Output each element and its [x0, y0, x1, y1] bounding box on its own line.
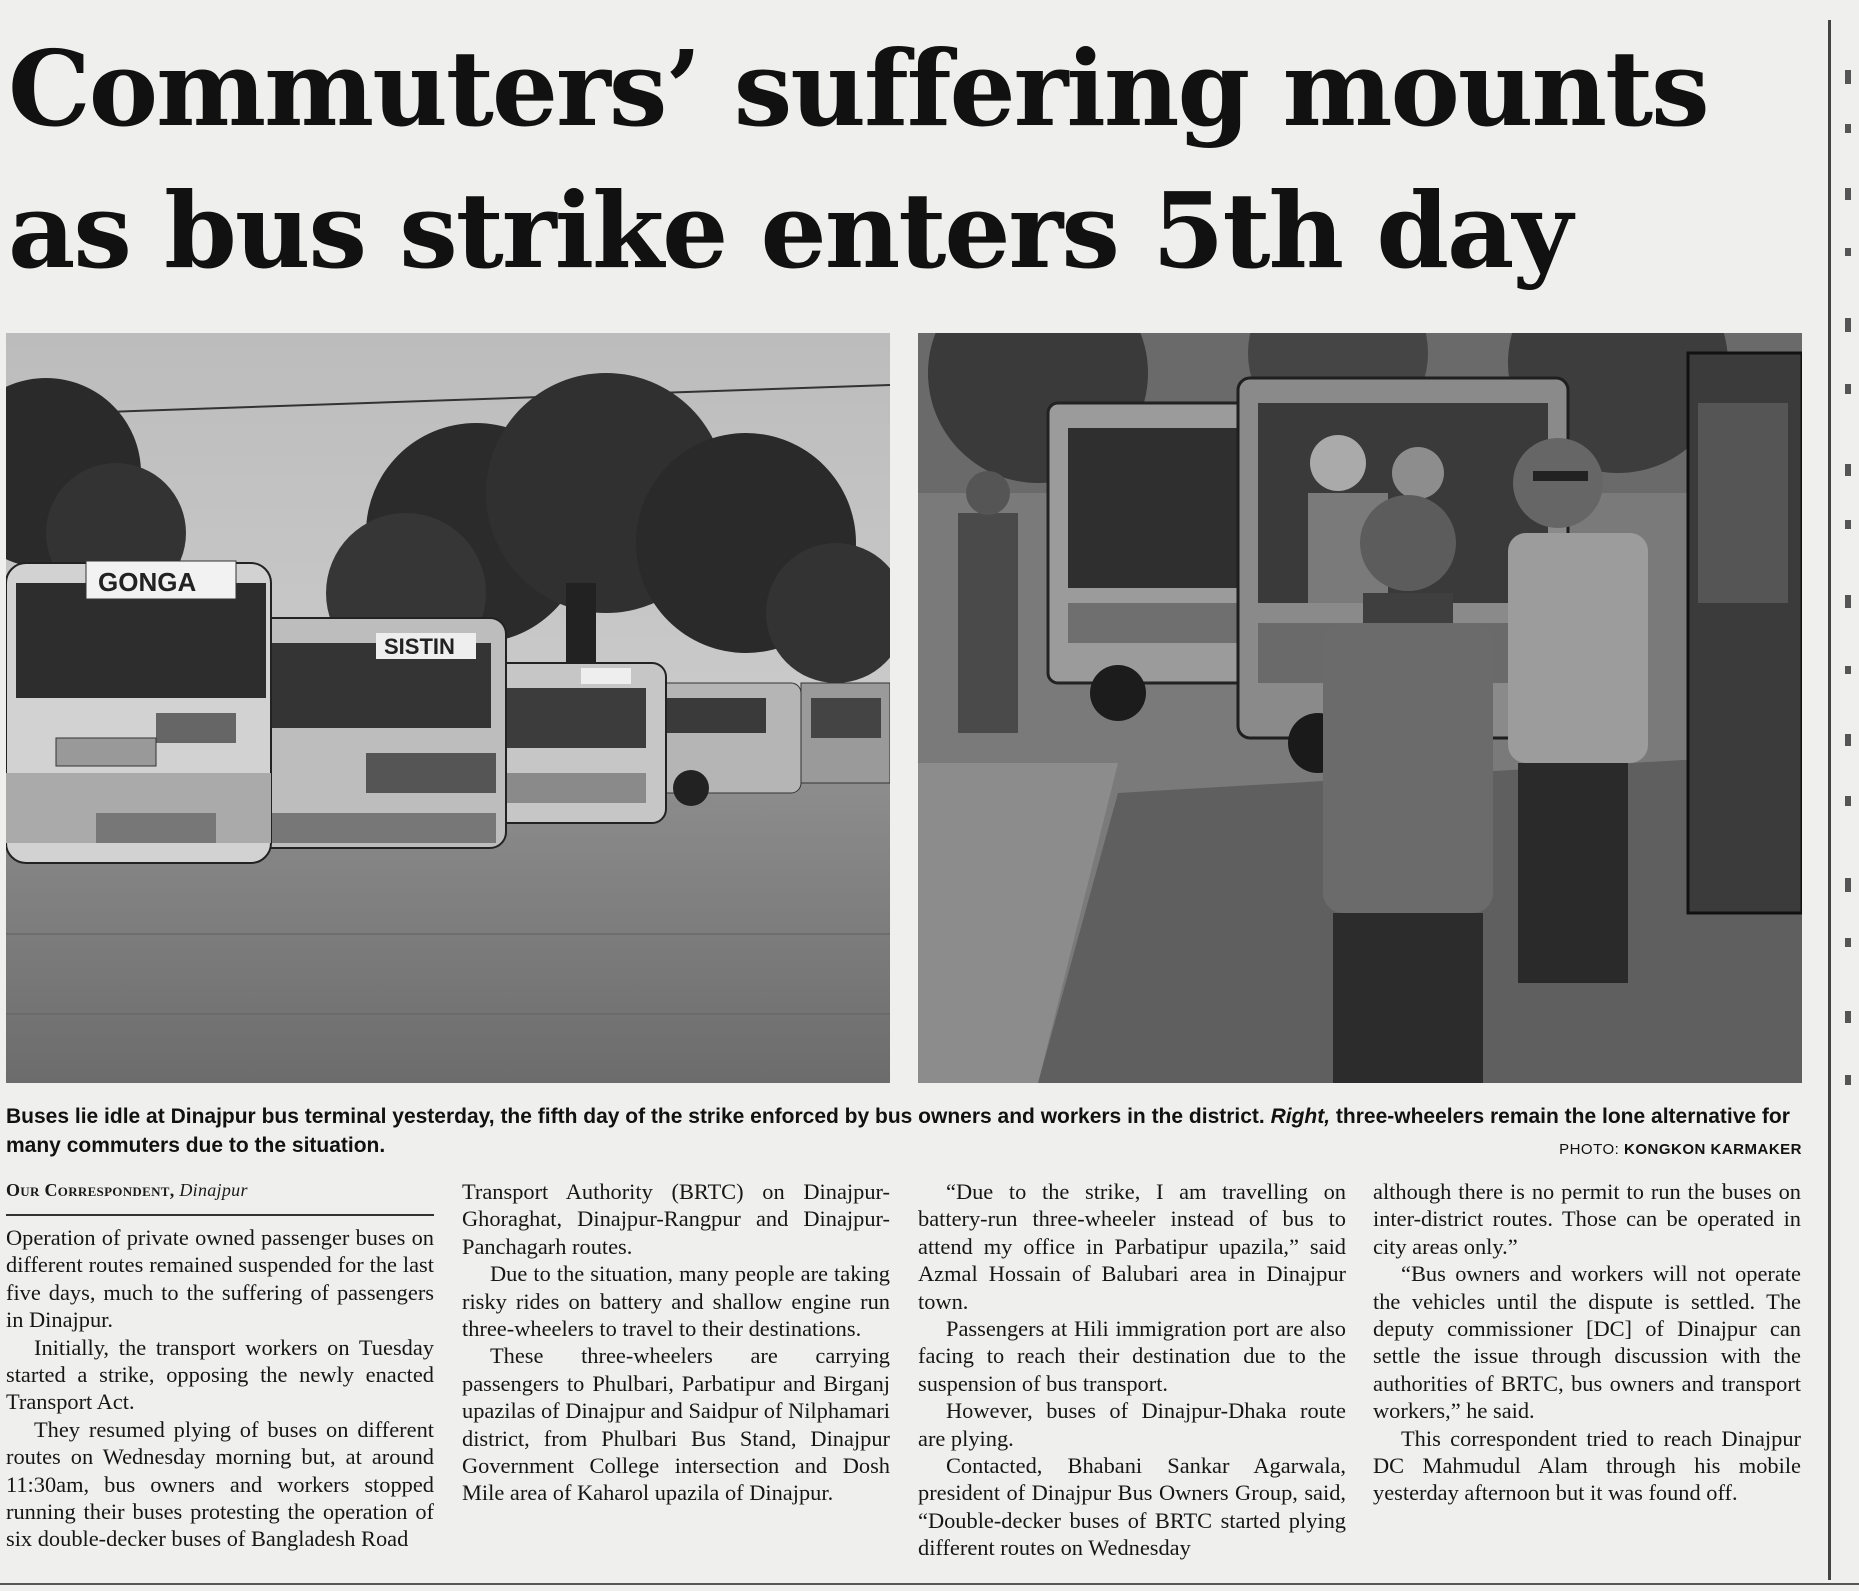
paragraph: although there is no permit to run the buses on inter-district routes. Those can be operated in city areas only.”: [1373, 1179, 1801, 1259]
photo-caption: [6, 1102, 1802, 1160]
headline-line-1: Commuters’ suffering mounts: [8, 27, 1708, 150]
bus-destination-sign-1: GONGA: [98, 567, 197, 597]
bus-destination-sign-2: SISTIN: [384, 634, 455, 659]
caption-italic-right: Right,: [1270, 1105, 1331, 1128]
paragraph: “Bus owners and workers will not operate the vehicles until the dispute is settled. The deputy commissioner [DC] of Dinajpur can settle the issue through discussion with the authorities of BRTC, bus owners and transport workers,” he said.: [1373, 1261, 1801, 1424]
paragraph: They resumed plying of buses on different routes on Wednesday morning but, at around 11:30am, bus owners and workers stopped running their buses protesting the operation of six double-decker buses of Bangladesh Road: [6, 1416, 434, 1552]
paragraph: Passengers at Hili immigration port are also facing to reach their destination due to the suspension of bus transport.: [918, 1316, 1346, 1396]
column-divider-rule: [1828, 20, 1831, 1580]
paragraph: Transport Authority (BRTC) on Dinajpur-Ghoraghat, Dinajpur-Rangpur and Dinajpur-Panchagarh routes.: [462, 1179, 890, 1259]
paragraph: These three-wheelers are carrying passengers to Phulbari, Parbatipur and Birganj upazilas of Dinajpur and Saidpur of Nilphamari district, from Phulbari Bus Stand, Dinajpur Government College intersection and Dosh Mile area of Kaharol upazila of Dinajpur.: [462, 1343, 890, 1506]
byline-rule: [6, 1214, 434, 1216]
paragraph: Initially, the transport workers on Tuesday started a strike, opposing the newly enacted Transport Act.: [6, 1334, 434, 1415]
paragraph: Contacted, Bhabani Sankar Agarwala, president of Dinajpur Bus Owners Group, said, “Double-decker buses of BRTC started plying different routes on Wednesday: [918, 1453, 1346, 1561]
caption-text-part-2: three-wheelers remain the lone alternative for many commuters due to the situation.: [6, 1105, 1790, 1157]
paragraph: “Due to the strike, I am travelling on battery-run three-wheeler instead of bus to attend my office in Parbatipur upazila,” said Azmal Hossain of Balubari area in Dinajpur town.: [918, 1179, 1346, 1314]
article-column-1: [6, 1224, 434, 1553]
caption-text-part-1: Buses lie idle at Dinajpur bus terminal yesterday, the fifth day of the strike enforced by bus owners and workers in the district.: [6, 1105, 1271, 1128]
article-column-2: [462, 1178, 890, 1507]
headline: [8, 18, 1808, 302]
paragraph: However, buses of Dinajpur-Dhaka route are plying.: [918, 1398, 1346, 1451]
photo-idle-buses: [6, 333, 890, 1083]
photo-credit-label: PHOTO:: [1559, 1141, 1624, 1158]
photo-credit-name: KONGKON KARMAKER: [1624, 1141, 1802, 1158]
byline-author: Our Correspondent,: [6, 1180, 175, 1200]
headline-line-2: as bus strike enters 5th day: [8, 169, 1571, 292]
byline: [6, 1180, 434, 1201]
paragraph: Due to the situation, many people are taking risky rides on battery and shallow engine run three-wheelers to travel to their destinations.: [462, 1261, 890, 1342]
paragraph: This correspondent tried to reach Dinajpur DC Mahmudul Alam through his mobile yesterday afternoon but it was found off.: [1373, 1425, 1801, 1506]
paragraph: Operation of private owned passenger buses on different routes remained suspended for the last five days, much to the suffering of passengers in Dinajpur.: [6, 1225, 434, 1333]
photo-credit: [1559, 1141, 1802, 1158]
article-column-4: [1373, 1178, 1801, 1507]
bottom-rule: [0, 1583, 1859, 1585]
photo-three-wheelers: [918, 333, 1802, 1083]
adjacent-column-edge: [1840, 40, 1856, 1580]
byline-location: Dinajpur: [179, 1180, 248, 1200]
article-column-3: [918, 1178, 1346, 1562]
